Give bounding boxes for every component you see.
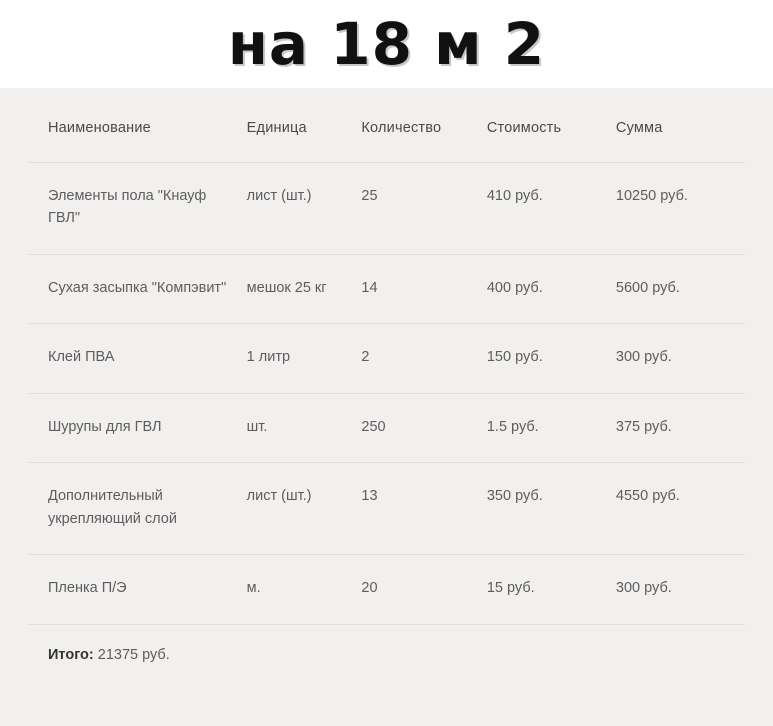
cell-unit: 1 литр <box>247 324 362 393</box>
table-body <box>28 163 745 625</box>
column-header-name: Наименование <box>48 120 151 136</box>
cell-unit: м. <box>247 555 362 624</box>
cell-name: Дополнительный укрепляющий слой <box>28 463 247 555</box>
column-header-price: Стоимость <box>486 120 562 136</box>
table-row <box>28 254 745 323</box>
estimate-sheet <box>0 88 773 726</box>
cell-sum: 300 руб. <box>616 555 745 624</box>
table-row <box>28 324 745 393</box>
cell-price: 15 руб. <box>487 555 616 624</box>
page-title: на 18 м 2 <box>227 10 546 78</box>
cell-quantity: 25 <box>361 163 486 255</box>
cell-unit: шт. <box>247 393 362 462</box>
column-header-quantity: Количество <box>361 120 442 136</box>
table-wrap <box>28 88 745 625</box>
cell-quantity: 14 <box>361 254 486 323</box>
cell-name: Пленка П/Э <box>28 555 247 624</box>
table-head <box>28 92 745 163</box>
table-row <box>28 555 745 624</box>
cell-name: Сухая засыпка "Компэвит" <box>28 254 247 323</box>
title-band <box>0 0 773 88</box>
cell-unit: лист (шт.) <box>247 463 362 555</box>
estimate-table <box>28 92 745 625</box>
cell-price: 400 руб. <box>487 254 616 323</box>
cell-sum: 4550 руб. <box>616 463 745 555</box>
cell-sum: 5600 руб. <box>616 254 745 323</box>
cell-unit: лист (шт.) <box>247 163 362 255</box>
cell-quantity: 250 <box>361 393 486 462</box>
total-value: 21375 руб. <box>97 646 170 663</box>
cell-name: Шурупы для ГВЛ <box>28 393 247 462</box>
cell-price: 1.5 руб. <box>487 393 616 462</box>
total-label: Итого: <box>48 646 94 663</box>
table-header-row <box>28 92 745 163</box>
table-row <box>28 163 745 255</box>
cell-sum: 375 руб. <box>616 393 745 462</box>
total-row <box>28 625 745 663</box>
table-row <box>28 463 745 555</box>
cell-unit: мешок 25 кг <box>247 254 362 323</box>
cell-quantity: 13 <box>361 463 486 555</box>
table-row <box>28 393 745 462</box>
cell-name: Элементы пола "Кнауф ГВЛ" <box>28 163 247 255</box>
column-header-sum: Сумма <box>615 120 663 136</box>
column-header-unit: Единица <box>246 120 307 136</box>
cell-name: Клей ПВА <box>28 324 247 393</box>
cell-price: 150 руб. <box>487 324 616 393</box>
cell-price: 410 руб. <box>487 163 616 255</box>
cell-price: 350 руб. <box>487 463 616 555</box>
cell-sum: 300 руб. <box>616 324 745 393</box>
cell-quantity: 2 <box>361 324 486 393</box>
cell-quantity: 20 <box>361 555 486 624</box>
cell-sum: 10250 руб. <box>616 163 745 255</box>
